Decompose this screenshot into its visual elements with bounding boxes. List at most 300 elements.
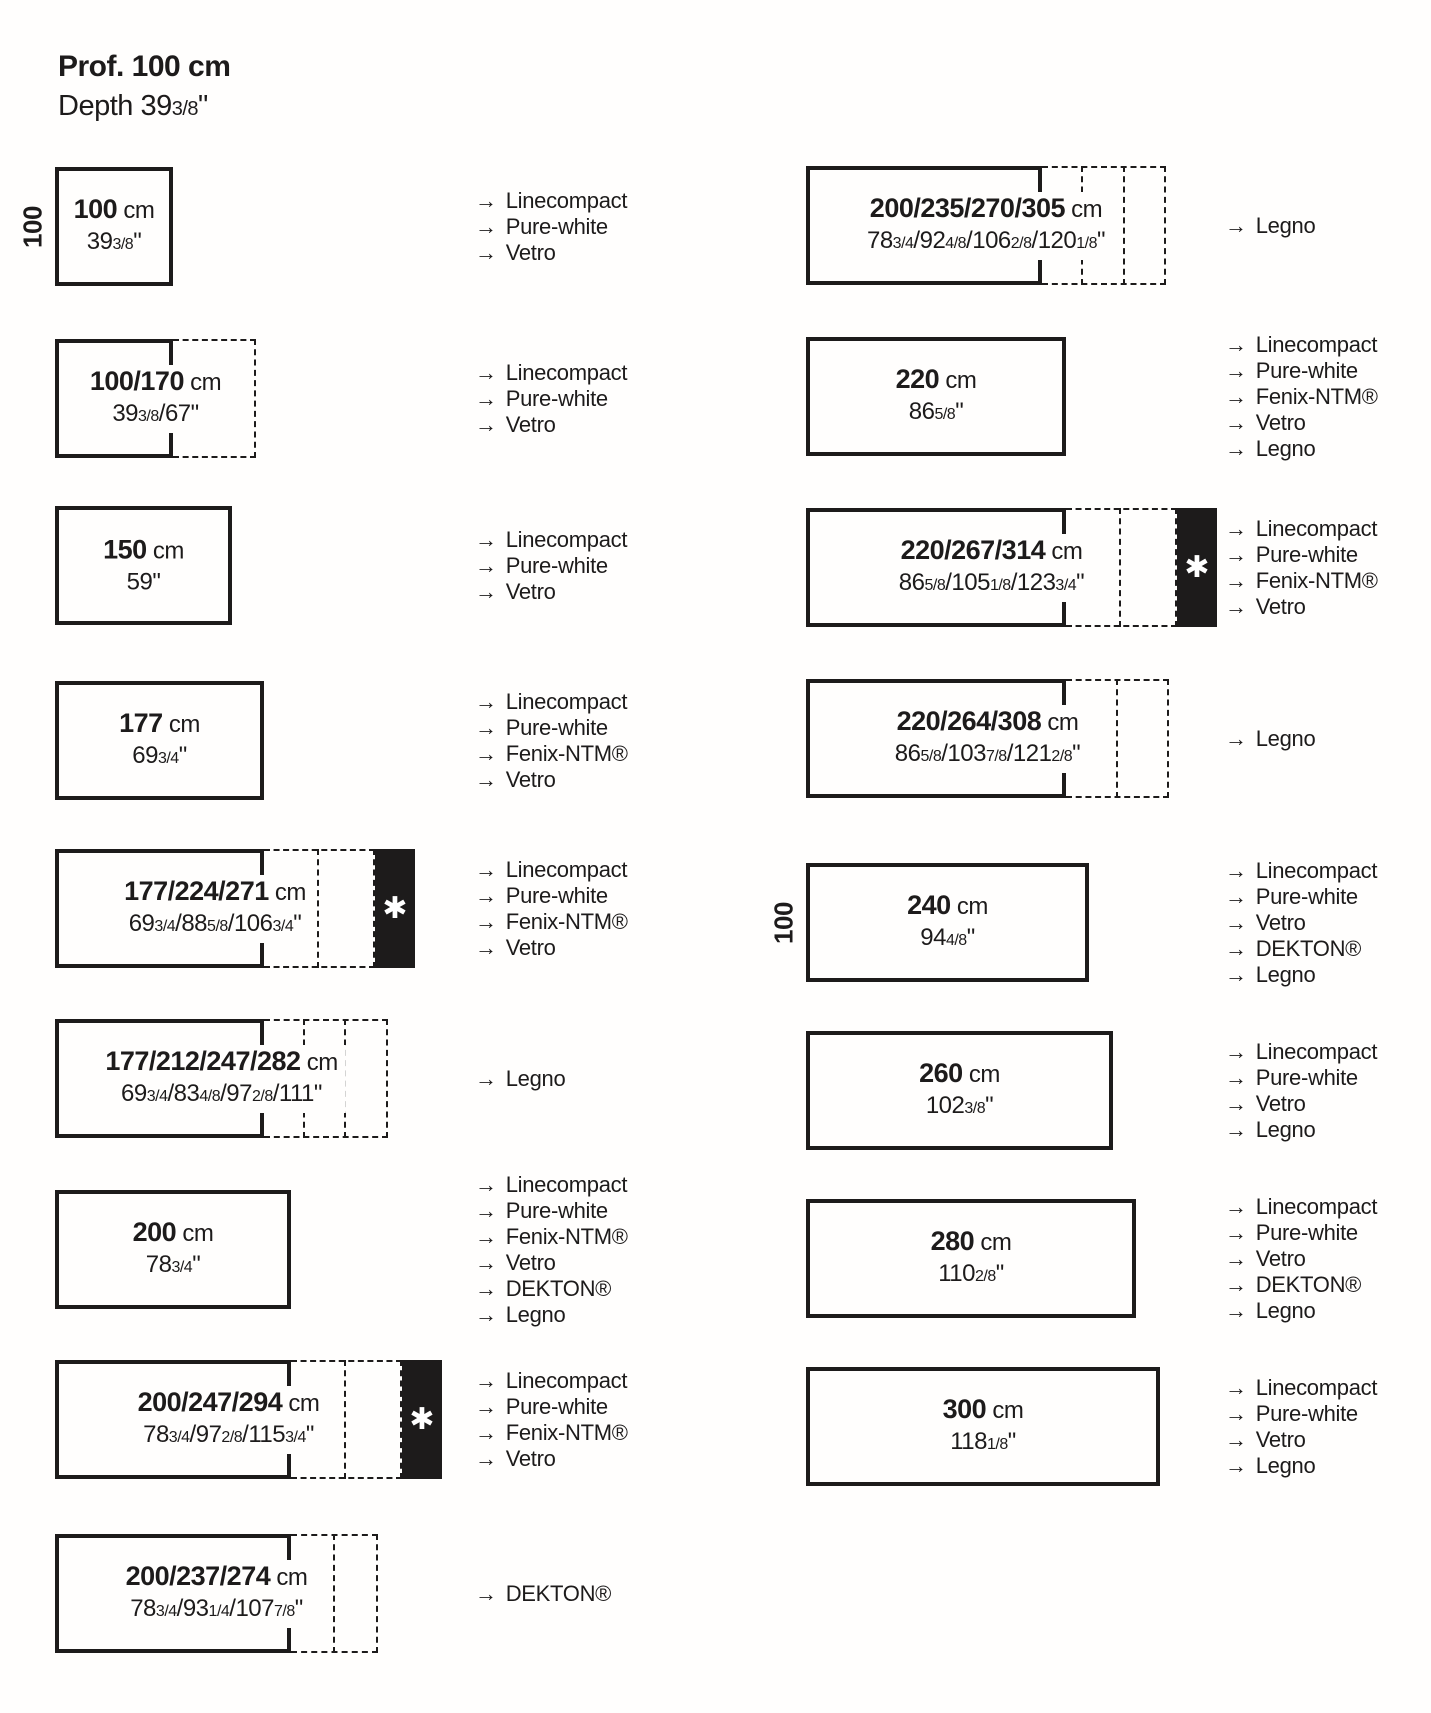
material-item xyxy=(1225,1272,1377,1298)
size-label xyxy=(130,1386,328,1454)
cm-unit-label: cm xyxy=(992,1396,1024,1424)
arrow-icon: → xyxy=(475,411,497,437)
inch-mark: " xyxy=(133,227,142,255)
material-item xyxy=(475,412,627,438)
size-label-inches xyxy=(105,1078,337,1112)
extension-divider xyxy=(344,1360,346,1479)
materials-list xyxy=(475,527,627,605)
cm-unit-label: cm xyxy=(956,892,988,920)
inch-value-frac: 3/8 xyxy=(964,1099,986,1117)
material-label: Vetro xyxy=(505,1249,556,1275)
inch-value-main: 69 xyxy=(128,909,155,937)
material-item xyxy=(475,1198,628,1224)
material-label: DEKTON® xyxy=(505,1275,612,1301)
arrow-icon: → xyxy=(1225,435,1247,461)
asterisk-marker xyxy=(402,1360,442,1479)
inch-value-frac: 3/4 xyxy=(272,917,294,935)
arrow-icon: → xyxy=(1225,1193,1247,1219)
asterisk-marker xyxy=(375,849,415,968)
material-item xyxy=(1225,910,1377,936)
inch-value-frac: 5/8 xyxy=(934,405,956,423)
arrow-icon: → xyxy=(1225,1038,1247,1064)
material-label: Vetro xyxy=(505,766,556,792)
inch-value-frac: 2/8 xyxy=(252,1087,273,1105)
inch-mark: " xyxy=(192,1250,201,1278)
arrow-icon: → xyxy=(1225,515,1247,541)
materials-list xyxy=(1225,1039,1377,1143)
inch-mark: " xyxy=(294,1594,303,1622)
material-label: Vetro xyxy=(1255,409,1306,435)
inch-value-frac: 4/8 xyxy=(945,931,967,949)
inch-mark: " xyxy=(1076,568,1085,596)
arrow-icon: → xyxy=(1225,909,1247,935)
material-label: Pure-white xyxy=(505,882,608,908)
material-item xyxy=(475,857,628,883)
size-label xyxy=(923,1225,1020,1293)
material-label: Pure-white xyxy=(1255,1064,1358,1090)
inch-separator: / xyxy=(1010,568,1017,596)
inch-separator: / xyxy=(189,1420,196,1448)
material-label: Fenix-NTM® xyxy=(505,740,628,766)
material-label: Vetro xyxy=(505,239,556,265)
material-label: Linecompact xyxy=(505,187,628,213)
materials-list xyxy=(475,689,628,793)
inch-mark: " xyxy=(178,741,187,769)
inch-value-main: 78 xyxy=(143,1420,169,1448)
material-item xyxy=(475,188,627,214)
size-label-inches xyxy=(907,922,988,956)
inch-value-main: 107 xyxy=(235,1594,275,1622)
inch-value-main: 78 xyxy=(145,1250,172,1278)
size-label xyxy=(66,193,163,261)
inch-value-main: 78 xyxy=(866,226,893,254)
arrow-icon: → xyxy=(1225,935,1247,961)
arrow-icon: → xyxy=(475,578,497,604)
size-label-inches xyxy=(133,1249,214,1283)
size-label-inches xyxy=(931,1258,1012,1292)
cm-unit-label: cm xyxy=(274,878,306,906)
size-label xyxy=(118,1560,316,1628)
material-label: DEKTON® xyxy=(1255,1271,1362,1297)
inch-value-frac: 2/8 xyxy=(1051,747,1073,765)
material-item xyxy=(1225,436,1378,462)
size-label xyxy=(888,363,985,431)
inch-value-frac: 3/4 xyxy=(146,1087,168,1105)
inch-value-frac: 3/4 xyxy=(155,1602,177,1620)
material-item xyxy=(1225,936,1377,962)
arrow-icon: → xyxy=(1225,857,1247,883)
size-value-cm: 177/212/247/282 xyxy=(105,1045,301,1076)
inch-value-main: 111 xyxy=(278,1079,314,1107)
material-label: Linecompact xyxy=(1255,1038,1378,1064)
inch-value-main: 94 xyxy=(920,923,946,951)
arrow-icon: → xyxy=(1225,725,1247,751)
inch-mark: " xyxy=(955,397,964,425)
arrow-icon: → xyxy=(1225,212,1247,238)
size-label xyxy=(95,533,192,598)
materials-list xyxy=(475,1066,565,1092)
material-item xyxy=(475,386,627,412)
size-label-inches xyxy=(896,396,977,430)
material-item xyxy=(475,1066,565,1092)
material-label: Pure-white xyxy=(1255,1400,1358,1426)
inch-value-frac: 3/4 xyxy=(157,749,179,767)
material-item xyxy=(475,1581,611,1607)
size-label-inches xyxy=(119,740,200,774)
size-label xyxy=(116,875,314,943)
arrow-icon: → xyxy=(475,1301,497,1327)
arrow-icon: → xyxy=(475,1275,497,1301)
inch-mark: " xyxy=(1072,739,1081,767)
arrow-icon: → xyxy=(1225,1271,1247,1297)
material-item xyxy=(475,1420,628,1446)
arrow-icon: → xyxy=(475,1171,497,1197)
size-label-cm xyxy=(899,535,1084,567)
material-label: Linecompact xyxy=(505,526,628,552)
material-label: Vetro xyxy=(1255,593,1306,619)
inch-value-main: 93 xyxy=(182,1594,209,1622)
materials-list xyxy=(1225,1194,1377,1324)
inch-value-frac: 1/8 xyxy=(989,576,1011,594)
extension-divider xyxy=(1123,166,1125,285)
cm-unit-label: cm xyxy=(945,366,977,394)
material-item xyxy=(1225,568,1378,594)
inch-value-frac: 3/4 xyxy=(892,234,914,252)
material-label: Vetro xyxy=(1255,1426,1306,1452)
inch-value-frac: 5/8 xyxy=(207,917,228,935)
size-value-cm: 177 xyxy=(119,707,163,738)
material-item xyxy=(1225,1246,1377,1272)
size-label xyxy=(911,1057,1008,1125)
inch-value-main: 59 xyxy=(126,568,153,595)
inch-separator: / xyxy=(227,909,234,937)
material-label: Pure-white xyxy=(505,552,608,578)
arrow-icon: → xyxy=(475,1249,497,1275)
size-label-cm xyxy=(90,366,221,398)
material-item xyxy=(1225,726,1315,752)
inch-mark: " xyxy=(313,1079,322,1107)
cm-unit-label: cm xyxy=(190,368,222,396)
size-label xyxy=(891,534,1092,602)
cm-unit-label: cm xyxy=(182,1219,214,1247)
size-label-cm xyxy=(103,534,184,566)
size-value-cm: 280 xyxy=(930,1225,975,1256)
size-label-inches xyxy=(124,908,306,942)
materials-list xyxy=(1225,213,1315,239)
size-label-cm xyxy=(138,1387,320,1419)
arrow-icon: → xyxy=(1225,593,1247,619)
material-item xyxy=(475,1172,628,1198)
materials-list xyxy=(475,1368,628,1472)
material-label: Legno xyxy=(1255,1297,1316,1323)
material-item xyxy=(1225,1375,1377,1401)
arrow-icon: → xyxy=(1225,1064,1247,1090)
size-label-cm xyxy=(867,193,1105,225)
material-item xyxy=(475,579,627,605)
size-value-cm: 300 xyxy=(942,1393,987,1424)
depth-inches-frac: 3/8 xyxy=(171,98,199,120)
material-label: Pure-white xyxy=(505,1197,608,1223)
size-value-cm: 220/264/308 xyxy=(896,705,1042,736)
material-item xyxy=(475,935,628,961)
size-label xyxy=(82,365,229,433)
inch-value-main: 67 xyxy=(164,399,191,427)
inch-separator: / xyxy=(158,399,165,427)
arrow-icon: → xyxy=(1225,1400,1247,1426)
inch-value-frac: 5/8 xyxy=(920,747,942,765)
material-label: Fenix-NTM® xyxy=(1255,567,1378,593)
inch-separator: / xyxy=(175,909,182,937)
material-label: Pure-white xyxy=(1255,883,1358,909)
inch-value-frac: 3/4 xyxy=(168,1428,190,1446)
arrow-icon: → xyxy=(475,552,497,578)
inch-value-frac: 5/8 xyxy=(924,576,946,594)
material-label: Vetro xyxy=(505,411,556,437)
arrow-icon: → xyxy=(475,1065,497,1091)
materials-list xyxy=(475,360,627,438)
material-label: Legno xyxy=(1255,1452,1316,1478)
material-label: Vetro xyxy=(1255,909,1306,935)
material-item xyxy=(1225,332,1378,358)
inch-mark: " xyxy=(152,568,161,595)
arrow-icon: → xyxy=(1225,383,1247,409)
size-label-inches xyxy=(899,567,1084,601)
material-label: Linecompact xyxy=(1255,1193,1378,1219)
size-label-cm xyxy=(105,1046,337,1078)
material-item xyxy=(1225,858,1377,884)
size-label xyxy=(935,1393,1032,1461)
inch-value-main: 121 xyxy=(1012,739,1052,767)
material-label: DEKTON® xyxy=(505,1580,612,1606)
material-label: Pure-white xyxy=(1255,541,1358,567)
size-value-cm: 100 xyxy=(73,193,118,224)
size-value-cm: 150 xyxy=(103,534,147,564)
asterisk-icon: ✱ xyxy=(382,891,408,925)
arrow-icon: → xyxy=(475,1223,497,1249)
inch-value-frac: 1/4 xyxy=(208,1602,230,1620)
inch-value-frac: 7/8 xyxy=(985,747,1007,765)
inch-mark: " xyxy=(1007,1427,1016,1455)
inch-separator: / xyxy=(220,1079,227,1107)
arrow-icon: → xyxy=(475,856,497,882)
material-label: Pure-white xyxy=(505,213,608,239)
size-label xyxy=(859,192,1113,260)
inch-value-frac: 7/8 xyxy=(274,1602,295,1620)
depth-inches-main: 39 xyxy=(140,90,172,122)
size-label-inches xyxy=(138,1419,320,1453)
size-value-cm: 177/224/271 xyxy=(124,875,269,906)
arrow-icon: → xyxy=(475,1197,497,1223)
material-label: Legno xyxy=(1255,212,1316,238)
material-item xyxy=(1225,1453,1377,1479)
arrow-icon: → xyxy=(475,1367,497,1393)
material-label: Linecompact xyxy=(1255,857,1378,883)
cm-unit-label: cm xyxy=(1051,537,1083,565)
inch-value-main: 106 xyxy=(972,226,1011,254)
arrow-icon: → xyxy=(1225,409,1247,435)
materials-list xyxy=(1225,516,1378,620)
material-label: Fenix-NTM® xyxy=(505,1419,628,1445)
material-item xyxy=(1225,594,1378,620)
material-item xyxy=(475,909,628,935)
arrow-icon: → xyxy=(1225,541,1247,567)
material-item xyxy=(475,1446,628,1472)
size-label xyxy=(97,1045,345,1113)
inch-value-frac: 2/8 xyxy=(974,1267,996,1285)
arrow-icon: → xyxy=(1225,1452,1247,1478)
inch-value-main: 69 xyxy=(121,1079,147,1107)
size-label-cm xyxy=(943,1394,1024,1426)
inch-value-main: 102 xyxy=(925,1091,965,1119)
material-label: Fenix-NTM® xyxy=(505,1223,628,1249)
inch-value-main: 92 xyxy=(919,226,946,254)
size-label-inches xyxy=(943,1426,1024,1460)
size-label xyxy=(887,705,1088,773)
extension-divider xyxy=(1119,508,1121,627)
size-value-cm: 200/247/294 xyxy=(137,1386,283,1417)
inch-mark: " xyxy=(995,1259,1004,1287)
material-label: Legno xyxy=(1255,725,1316,751)
inch-value-main: 86 xyxy=(898,568,925,596)
inch-value-main: 39 xyxy=(86,227,113,255)
arrow-icon: → xyxy=(475,688,497,714)
size-label xyxy=(125,1216,222,1284)
inch-mark: " xyxy=(190,399,199,427)
material-item xyxy=(475,553,627,579)
inch-value-main: 118 xyxy=(950,1427,987,1455)
extension-divider xyxy=(333,1534,335,1653)
inch-value-main: 83 xyxy=(173,1079,200,1107)
material-item xyxy=(1225,962,1377,988)
arrow-icon: → xyxy=(1225,1374,1247,1400)
material-item xyxy=(1225,1220,1377,1246)
inch-value-main: 106 xyxy=(233,909,273,937)
arrow-icon: → xyxy=(475,239,497,265)
size-value-cm: 200 xyxy=(132,1216,177,1247)
inch-separator: / xyxy=(941,739,948,767)
size-label xyxy=(899,889,996,957)
arrow-icon: → xyxy=(475,213,497,239)
arrow-icon: → xyxy=(1225,1090,1247,1116)
inch-separator: / xyxy=(242,1420,249,1448)
material-item xyxy=(475,1250,628,1276)
size-value-cm: 260 xyxy=(919,1057,963,1088)
arrow-icon: → xyxy=(1225,357,1247,383)
inch-mark: " xyxy=(305,1420,314,1448)
material-item xyxy=(1225,384,1378,410)
material-item xyxy=(1225,1298,1377,1324)
size-label-cm xyxy=(74,194,155,226)
arrow-icon: → xyxy=(475,740,497,766)
size-label-inches xyxy=(895,738,1080,772)
material-item xyxy=(1225,516,1378,542)
inch-value-frac: 3/4 xyxy=(171,1258,193,1276)
inch-value-main: 97 xyxy=(226,1079,252,1107)
material-label: Fenix-NTM® xyxy=(1255,383,1378,409)
size-label xyxy=(111,707,208,775)
material-label: Vetro xyxy=(1255,1245,1306,1271)
cm-unit-label: cm xyxy=(968,1060,1000,1088)
inch-mark: " xyxy=(293,909,302,937)
inch-separator: / xyxy=(1006,739,1013,767)
material-item xyxy=(475,214,627,240)
size-label-cm xyxy=(124,876,306,908)
page-subtitle xyxy=(58,90,208,123)
inch-value-main: 86 xyxy=(894,739,921,767)
inch-mark: " xyxy=(1096,226,1106,254)
materials-list xyxy=(1225,1375,1377,1479)
arrow-icon: → xyxy=(475,1393,497,1419)
inch-separator: / xyxy=(272,1079,279,1107)
materials-list xyxy=(1225,858,1377,988)
material-item xyxy=(475,527,627,553)
depth-side-label: 100 xyxy=(17,205,48,248)
material-item xyxy=(1225,410,1378,436)
size-label-inches xyxy=(919,1090,1000,1124)
material-label: Legno xyxy=(505,1065,566,1091)
material-label: Linecompact xyxy=(505,1171,628,1197)
material-label: Pure-white xyxy=(1255,1219,1358,1245)
inch-separator: / xyxy=(229,1594,236,1622)
material-label: Pure-white xyxy=(505,1393,608,1419)
material-label: Vetro xyxy=(505,934,556,960)
material-item xyxy=(475,360,627,386)
inch-value-frac: 3/4 xyxy=(154,917,176,935)
material-label: Legno xyxy=(1255,961,1316,987)
arrow-icon: → xyxy=(475,766,497,792)
cm-unit-label: cm xyxy=(168,710,200,738)
material-item xyxy=(1225,213,1315,239)
inch-separator: / xyxy=(167,1079,174,1107)
size-value-cm: 200/237/274 xyxy=(125,1560,271,1591)
size-value-cm: 240 xyxy=(907,889,951,920)
size-label-inches xyxy=(90,398,221,432)
material-item xyxy=(1225,1117,1377,1143)
asterisk-icon: ✱ xyxy=(409,1402,435,1436)
arrow-icon: → xyxy=(1225,1219,1247,1245)
material-item xyxy=(1225,1091,1377,1117)
cm-unit-label: cm xyxy=(306,1048,338,1076)
arrow-icon: → xyxy=(1225,883,1247,909)
size-value-cm: 100/170 xyxy=(89,365,184,396)
material-item xyxy=(1225,1427,1377,1453)
inch-value-main: 86 xyxy=(908,397,935,425)
arrow-icon: → xyxy=(1225,961,1247,987)
arrow-icon: → xyxy=(1225,1116,1247,1142)
inch-value-frac: 2/8 xyxy=(1010,234,1032,252)
inch-value-main: 115 xyxy=(248,1420,286,1448)
size-label-cm xyxy=(896,364,977,396)
inch-value-main: 110 xyxy=(938,1259,975,1287)
depth-inch-mark: " xyxy=(198,90,208,122)
material-item xyxy=(1225,358,1378,384)
extension-divider xyxy=(317,849,319,968)
materials-list xyxy=(475,1172,628,1328)
size-value-cm: 220/267/314 xyxy=(900,534,1046,565)
cm-unit-label: cm xyxy=(1071,195,1103,223)
asterisk-marker xyxy=(1177,508,1217,627)
material-label: DEKTON® xyxy=(1255,935,1362,961)
material-label: Vetro xyxy=(505,578,556,604)
material-item xyxy=(475,767,628,793)
material-label: Pure-white xyxy=(1255,357,1358,383)
material-item xyxy=(475,1302,628,1328)
material-item xyxy=(475,715,628,741)
material-label: Vetro xyxy=(505,1445,556,1471)
material-item xyxy=(1225,1065,1377,1091)
arrow-icon: → xyxy=(475,882,497,908)
materials-list xyxy=(475,857,628,961)
